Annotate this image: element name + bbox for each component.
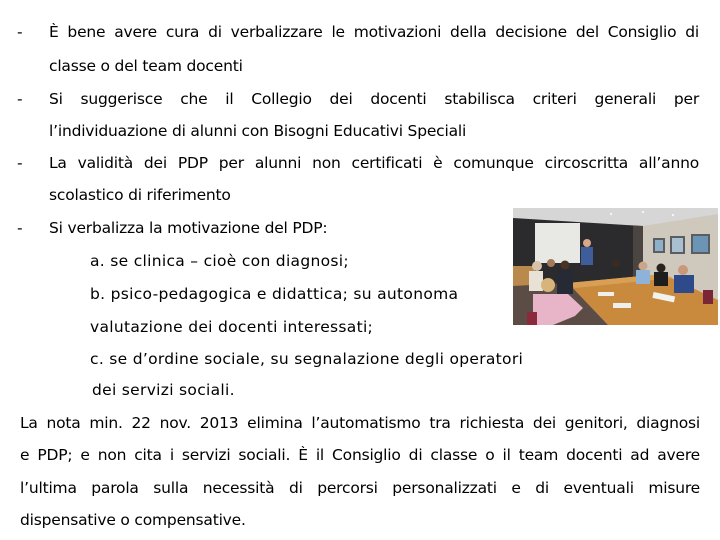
bullet-marker: - — [17, 90, 23, 108]
sublist-item-c-cont: dei servizi sociali. — [92, 381, 235, 399]
bullet-marker: - — [17, 23, 23, 41]
bullet-marker: - — [17, 219, 23, 237]
paragraph-line-2: e PDP; e non cita i servizi sociali. È il Consiglio di classe o il team docenti ad avere — [20, 446, 700, 464]
bullet-3-line-1: La validità dei PDP per alunni non certificati è comunque circoscritta all’anno — [49, 154, 699, 172]
meeting-room-photo — [513, 208, 718, 325]
bullet-2-line-1: Si suggerisce che il Collegio dei docenti stabilisca criteri generali per — [49, 90, 699, 108]
sublist-item-b-cont: valutazione dei docenti interessati; — [90, 318, 374, 336]
meeting-photo-illustration — [513, 208, 718, 325]
paragraph-line-1: La nota min. 22 nov. 2013 elimina l’automatismo tra richiesta dei genitori, diagnosi — [20, 414, 700, 432]
sublist-item-c: c. se d’ordine sociale, su segnalazione degli operatori — [90, 350, 524, 368]
bullet-2-line-2: l’individuazione di alunni con Bisogni Educativi Speciali — [49, 122, 467, 140]
bullet-marker: - — [17, 154, 23, 172]
sublist-item-a: a. se clinica – cioè con diagnosi; — [90, 252, 349, 270]
bullet-3-line-2: scolastico di riferimento — [49, 186, 231, 204]
paragraph-line-4: dispensative o compensative. — [20, 511, 246, 529]
sublist-item-b: b. psico-pedagogica e didattica; su autonoma — [90, 285, 459, 303]
paragraph-line-3: l’ultima parola sulla necessità di percorsi personalizzati e di eventuali misure — [20, 479, 700, 497]
bullet-4-line-1: Si verbalizza la motivazione del PDP: — [49, 219, 328, 237]
bullet-1-line-2: classe o del team docenti — [49, 57, 243, 75]
bullet-1-line-1: È bene avere cura di verbalizzare le motivazioni della decisione del Consiglio di — [49, 23, 699, 41]
